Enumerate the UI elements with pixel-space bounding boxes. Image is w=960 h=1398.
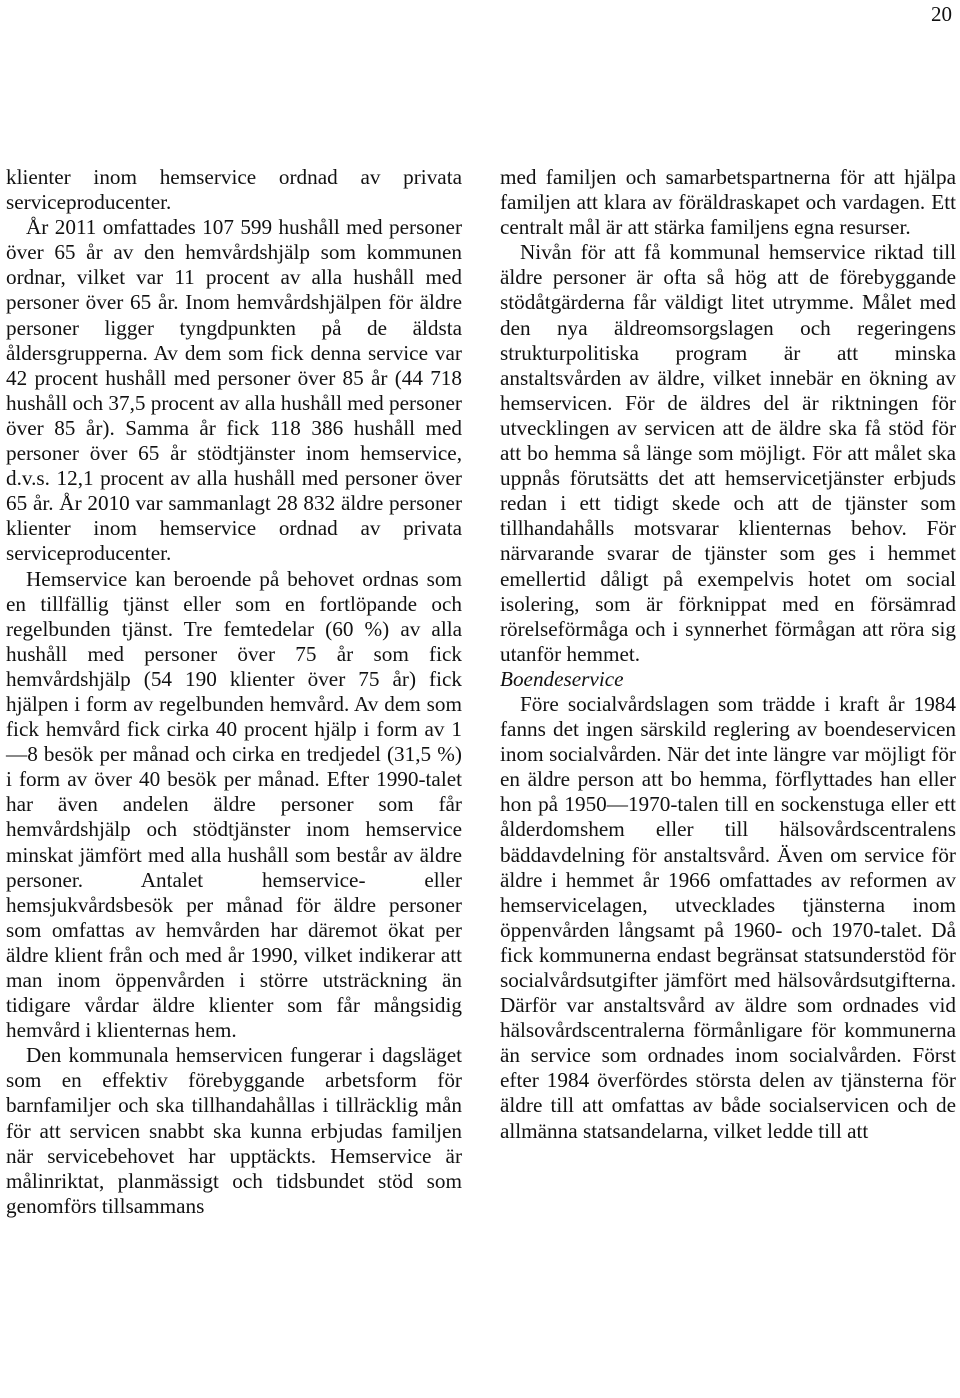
page-number: 20 — [931, 2, 952, 26]
paragraph: År 2011 omfattades 107 599 hushåll med personer över 65 år av den hemvårdshjälp som kommunen ordnar, vilket var 11 procent av alla hushåll med personer över 65 år. Inom hemvårdshjälpen för äldre personer ligger tyngdpunkten på de äldsta åldersgrupperna. Av dem som fick denna service var 42 procent hushåll med personer över 85 år (44 718 hushåll och 37,5 procent av alla hushåll med personer över 85 år). Samma år fick 118 386 hushåll med personer över 65 år stödtjänster inom hemservice, d.v.s. 12,1 procent av alla hushåll med personer över 65 år. År 2010 var sammanlagt 28 832 äldre personer klienter inom hemservice ordnad av privata serviceproducenter. — [6, 215, 462, 566]
section-heading: Boendeservice — [500, 666, 624, 691]
right-column — [500, 165, 956, 1144]
paragraph: med familjen och samarbetspartnerna för att hjälpa familjen att klara av föräldraskapet och vardagen. Ett centralt mål är att stärka familjens egna resurser. — [500, 165, 956, 240]
paragraph: Nivån för att få kommunal hemservice riktad till äldre personer är ofta så hög att de förebyggande stödåtgärderna får väldigt litet utrymme. Målet med den nya äldreomsorgslagen och regeringens strukturpolitiska program är att minska anstaltsvården av äldre, vilket innebär en ökning av hemservicen. För de äldres del är riktningen för utvecklingen av servicen att de äldre ska få stöd för att bo hemma så länge som möjligt. För att målet ska uppnås förutsätts det att hemservicetjänster erbjuds redan i ett tidigt skede och att de tjänster som tillhandahålls motsvarar klienternas behov. För närvarande svarar de tjänster som ges i hemmet emellertid dåligt på exempelvis hotet om social isolering, som är förknippat med en försämrad rörelseförmåga och i synnerhet förmågan att röra sig utanför hemmet. — [500, 240, 956, 666]
left-column — [6, 165, 462, 1219]
paragraph: Hemservice kan beroende på behovet ordnas som en tillfällig tjänst eller som en fortlöpande och regelbunden tjänst. Tre femtedelar (60 %) av alla hushåll med personer över 75 år som fick hemvårdshjälp (54 190 klienter över 75 år) fick hjälpen i form av regelbunden hemvård. Av dem som fick hemvård fick cirka 40 procent hjälp i form av 1—8 besök per månad och cirka en tredjedel (31,5 %) i form av över 40 besök per månad. Efter 1990-talet har även andelen äldre personer som får hemvårdshjälp och stödtjänster inom hemservice minskat jämfört med alla hushåll som består av äldre personer. Antalet hemservice- eller hemsjukvårdsbesök per månad för äldre personer som omfattas av hemvården har däremot ökat per äldre klient från och med år 1990, vilket indikerar att man inom öppenvården i större utsträckning än tidigare vårdar äldre klienter som får mångsidig hemvård i klienternas hem. — [6, 566, 462, 1043]
paragraph: Den kommunala hemservicen fungerar i dagsläget som en effektiv förebyggande arbetsform för barnfamiljer och ska tillhandahållas i tillräcklig mån för att servicen snabbt ska kunna erbjudas familjen när servicebehovet har upptäckts. Hemservice är målinriktat, planmässigt och tidsbundet stöd som genomförs tillsammans — [6, 1043, 462, 1218]
paragraph: Före socialvårdslagen som trädde i kraft år 1984 fanns det ingen särskild reglering av boendeservicen inom socialvården. När det inte längre var möjligt för en äldre person att bo hemma, förflyttades han eller hon på 1950—1970-talen till en sockenstuga eller ett ålderdomshem eller till hälsovårdscentralens bäddavdelning för anstaltsvård. Även om service för äldre i hemmet år 1966 omfattades av reformen av hemservicelagen, utvecklades tjänsterna inom öppenvården långsamt på 1960- och 1970-talet. Då fick kommunerna endast begränsat statsunderstöd för socialvårdsutgifter jämfört med hälsovårdsutgifterna. Därför var anstaltsvård av äldre som ordnades vid hälsovårdscentralerna förmånligare för kommunerna än service som ordnades inom socialvården. Först efter 1984 överfördes största delen av tjänsterna för äldre till att omfattas av både socialservicen och de allmänna statsandelarna, vilket ledde till att — [500, 691, 956, 1143]
paragraph: klienter inom hemservice ordnad av privata serviceproducenter. — [6, 165, 462, 215]
